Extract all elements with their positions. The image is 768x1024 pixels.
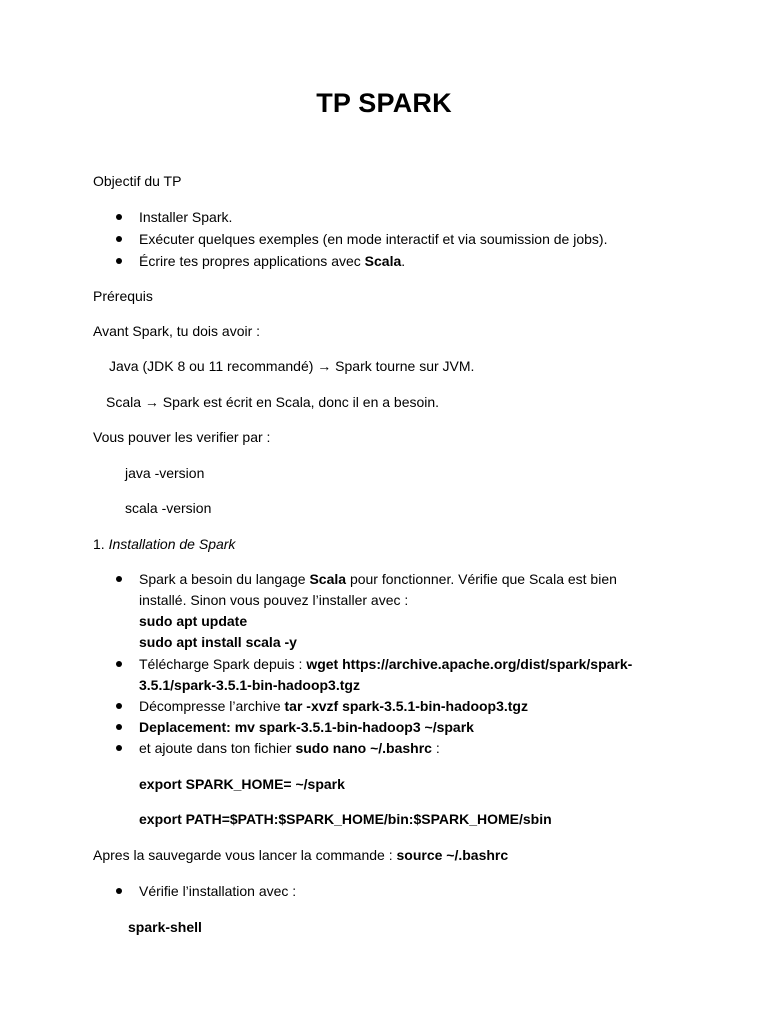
install-item-download-line2: 3.5.1/spark-3.5.1-bin-hadoop3.tgz	[139, 677, 360, 693]
install-item-scala-line2: installé. Sinon vous pouvez l’installer avec :	[139, 592, 409, 608]
install-cmd-apt-install: sudo apt install scala -y	[139, 634, 297, 650]
bullet-dot	[116, 661, 122, 667]
spark-shell-cmd: spark-shell	[128, 919, 202, 935]
prereq-verify: Vous pouver les verifier par :	[93, 429, 271, 445]
bullet-dot	[116, 745, 122, 751]
prereq-scala: Scala → Spark est écrit en Scala, donc il en a besoin.	[106, 394, 440, 410]
bullet-dot	[116, 703, 122, 709]
bullet-dot	[116, 236, 122, 242]
install-item-extract: Décompresse l’archive tar -xvzf spark-3.5.1-bin-hadoop3.tgz	[139, 698, 528, 714]
prereq-java: Java (JDK 8 ou 11 recommandé) → Spark tourne sur JVM.	[109, 358, 475, 374]
objective-item-1: Installer Spark.	[139, 209, 233, 225]
objective-item-3: Écrire tes propres applications avec Scala.	[139, 253, 406, 269]
page-title: TP SPARK	[316, 88, 452, 118]
prereq-heading: Prérequis	[93, 288, 153, 304]
bullet-dot	[116, 888, 122, 894]
install-item-download: Télécharge Spark depuis : wget https://archive.apache.org/dist/spark/spark-	[139, 656, 633, 672]
export-path: export PATH=$PATH:$SPARK_HOME/bin:$SPARK_HOME/sbin	[139, 811, 552, 827]
export-spark-home: export SPARK_HOME= ~/spark	[139, 776, 345, 792]
bullet-dot	[116, 724, 122, 730]
prereq-intro: Avant Spark, tu dois avoir :	[93, 323, 261, 339]
bullet-dot	[116, 214, 122, 220]
objective-heading: Objectif du TP	[93, 173, 182, 189]
verify-item: Vérifie l’installation avec :	[139, 883, 297, 899]
prereq-cmd-java: java -version	[125, 465, 205, 481]
install-heading: 1. Installation de Spark	[93, 536, 236, 552]
install-item-move: Deplacement: mv spark-3.5.1-bin-hadoop3 ~/spark	[139, 719, 474, 735]
bullet-dot	[116, 576, 122, 582]
bullet-dot	[116, 258, 122, 264]
prereq-cmd-scala: scala -version	[125, 500, 212, 516]
after-save-text: Apres la sauvegarde vous lancer la commande : source ~/.bashrc	[93, 847, 509, 863]
install-item-scala: Spark a besoin du langage Scala pour fonctionner. Vérifie que Scala est bien	[139, 571, 617, 587]
install-cmd-apt-update: sudo apt update	[139, 613, 248, 629]
objective-item-2: Exécuter quelques exemples (en mode interactif et via soumission de jobs).	[139, 231, 608, 247]
install-item-bashrc: et ajoute dans ton fichier sudo nano ~/.bashrc :	[139, 740, 440, 756]
